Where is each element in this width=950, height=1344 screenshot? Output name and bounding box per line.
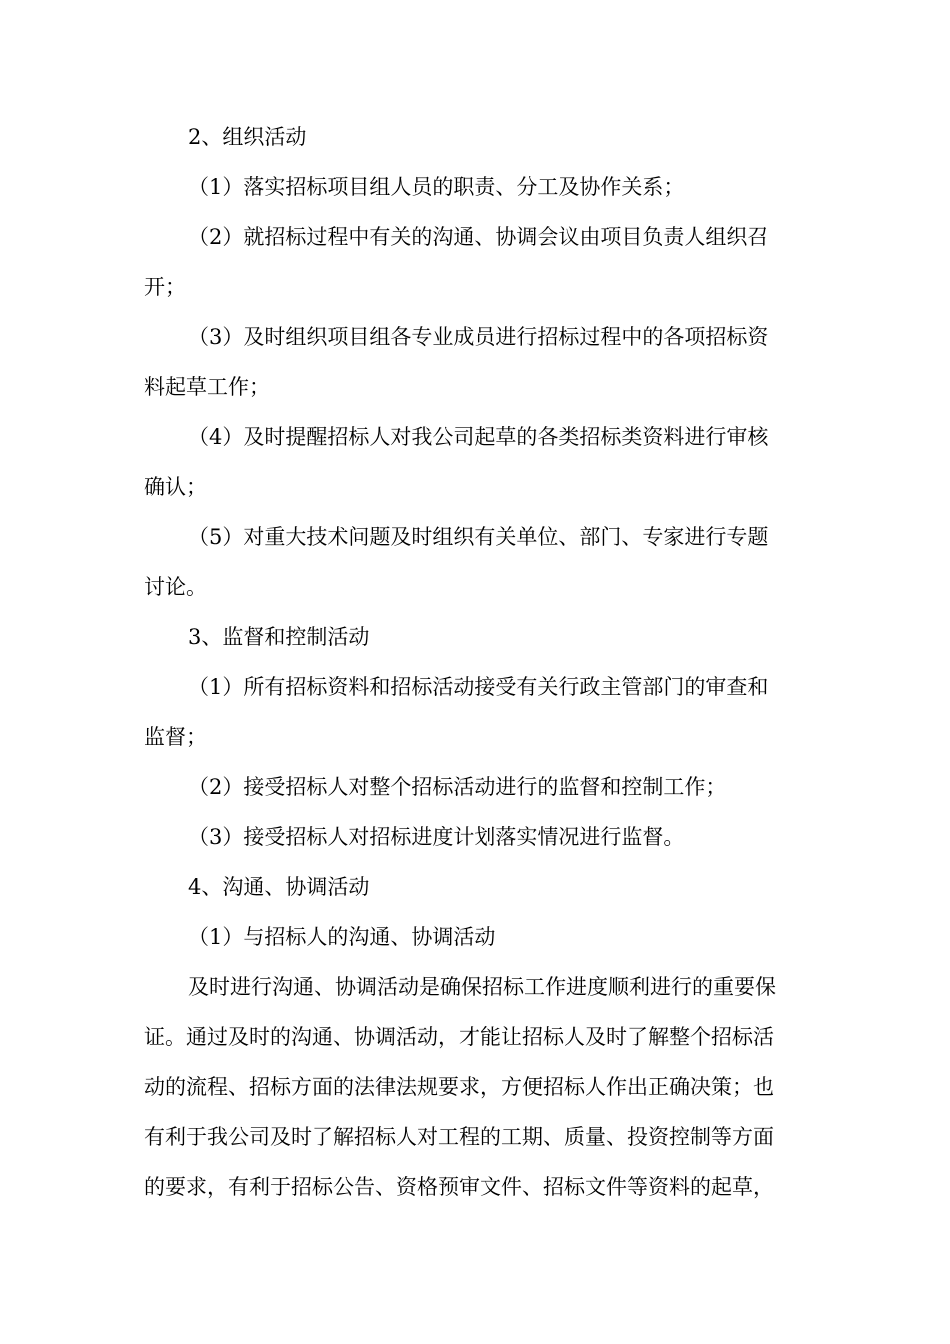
section-heading: 3、监督和控制活动 [188,625,370,649]
paragraph-line: 讨论。 [144,575,207,599]
paragraph-line: （5）对重大技术问题及时组织有关单位、部门、专家进行专题 [188,525,769,549]
paragraph-line: （3）及时组织项目组各专业成员进行招标过程中的各项招标资 [188,325,769,349]
paragraph-line: （1）所有招标资料和招标活动接受有关行政主管部门的审查和 [188,675,769,699]
section-heading: 2、组织活动 [188,125,307,149]
paragraph-line: 监督； [144,725,207,749]
paragraph-line: （2）接受招标人对整个招标活动进行的监督和控制工作； [188,775,727,799]
paragraph-line: 有利于我公司及时了解招标人对工程的工期、质量、投资控制等方面 [144,1125,774,1149]
paragraph-line: 的要求，有利于招标公告、资格预审文件、招标文件等资料的起草， [144,1175,774,1199]
paragraph-line: 开； [144,275,186,299]
paragraph-line: （2）就招标过程中有关的沟通、协调会议由项目负责人组织召 [188,225,769,249]
paragraph-line: 确认； [144,475,207,499]
document-body [144,112,808,1212]
section-heading: 4、沟通、协调活动 [188,875,370,899]
paragraph-line: 料起草工作； [144,375,270,399]
paragraph-line: 动的流程、招标方面的法律法规要求，方便招标人作出正确决策；也 [144,1075,774,1099]
paragraph-line: （3）接受招标人对招标进度计划落实情况进行监督。 [188,825,685,849]
paragraph-line: 及时进行沟通、协调活动是确保招标工作进度顺利进行的重要保 [188,975,776,999]
paragraph-line: 证。通过及时的沟通、协调活动，才能让招标人及时了解整个招标活 [144,1025,774,1049]
paragraph-line: （1）与招标人的沟通、协调活动 [188,925,496,949]
paragraph-line: （1）落实招标项目组人员的职责、分工及协作关系； [188,175,685,199]
paragraph-line: （4）及时提醒招标人对我公司起草的各类招标类资料进行审核 [188,425,769,449]
